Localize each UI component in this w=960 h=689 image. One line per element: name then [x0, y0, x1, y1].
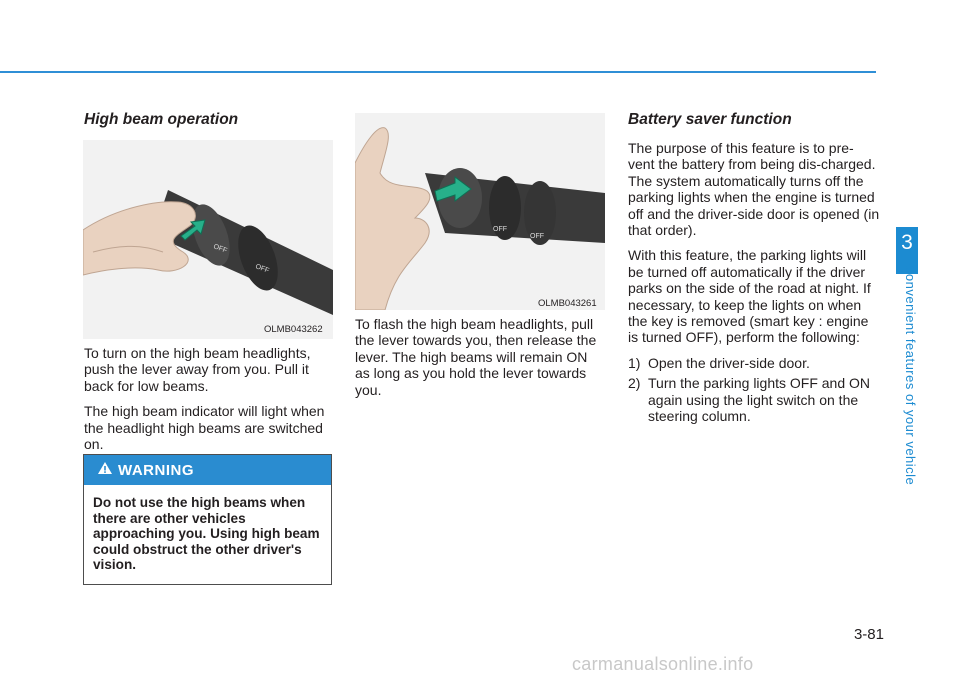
lever-pull-illustration — [355, 113, 605, 310]
figure-code-left: OLMB043262 — [264, 324, 323, 335]
middle-paragraph: To flash the high beam headlights, pull the lever towards you, then release the lever. The high beams will remain ON as long as you hold the lever towards you. — [355, 316, 597, 398]
list-item — [628, 375, 880, 424]
battery-saver-heading: Battery saver function — [628, 111, 792, 128]
warning-triangle-icon — [98, 461, 112, 479]
watermark: carmanualsonline.info — [572, 654, 754, 674]
warning-header — [84, 455, 331, 485]
page-number: 3-81 — [853, 626, 884, 643]
right-paragraph: The purpose of this feature is to pre-vent the battery from being dis-charged. The system automatically turns off the parking lights when the engine is turned off and the driver-side door is opened (in that order). — [628, 140, 880, 239]
svg-text:OFF: OFF — [212, 243, 228, 255]
high-beam-heading: High beam operation — [84, 111, 239, 128]
warning-title: WARNING — [118, 461, 194, 479]
left-body — [84, 345, 334, 461]
warning-box — [83, 454, 332, 585]
left-paragraph: To turn on the high beam headlights, push the lever away from you. Pull it back for low beams. — [84, 345, 311, 394]
warning-text: Do not use the high beams when there are other vehicles approaching you. Using high beam could obstruct the other driver's vision. — [93, 495, 320, 573]
lever-push-illustration — [83, 140, 333, 339]
high-beam-flash-photo — [355, 113, 605, 310]
high-beam-push-photo — [83, 140, 333, 339]
left-paragraph: The high beam indicator will light when the headlight high beams are switched on. — [84, 403, 325, 453]
svg-text:OFF: OFF — [493, 226, 507, 233]
right-body — [628, 140, 880, 429]
middle-body — [355, 316, 605, 407]
list-item — [628, 355, 880, 371]
svg-text:OFF: OFF — [254, 263, 270, 275]
step-number: 1) — [628, 354, 641, 371]
step-text: Open the driver-side door. — [648, 354, 810, 371]
chapter-title: Convenient features of your vehicle — [903, 264, 918, 486]
right-paragraph: With this feature, the parking lights will be turned off automatically if the driver parks on the side of the road at night. If necessary, to keep the lights on when the key is removed (smart key : engine is turned OFF), perform the following: — [628, 247, 871, 346]
step-text: Turn the parking lights OFF and ON again using the light switch on the steering column. — [648, 375, 871, 425]
figure-code-middle: OLMB043261 — [538, 298, 597, 309]
svg-text:OFF: OFF — [530, 233, 544, 240]
chapter-number: 3 — [901, 231, 913, 254]
step-number: 2) — [628, 375, 641, 392]
header-rule — [0, 71, 876, 73]
